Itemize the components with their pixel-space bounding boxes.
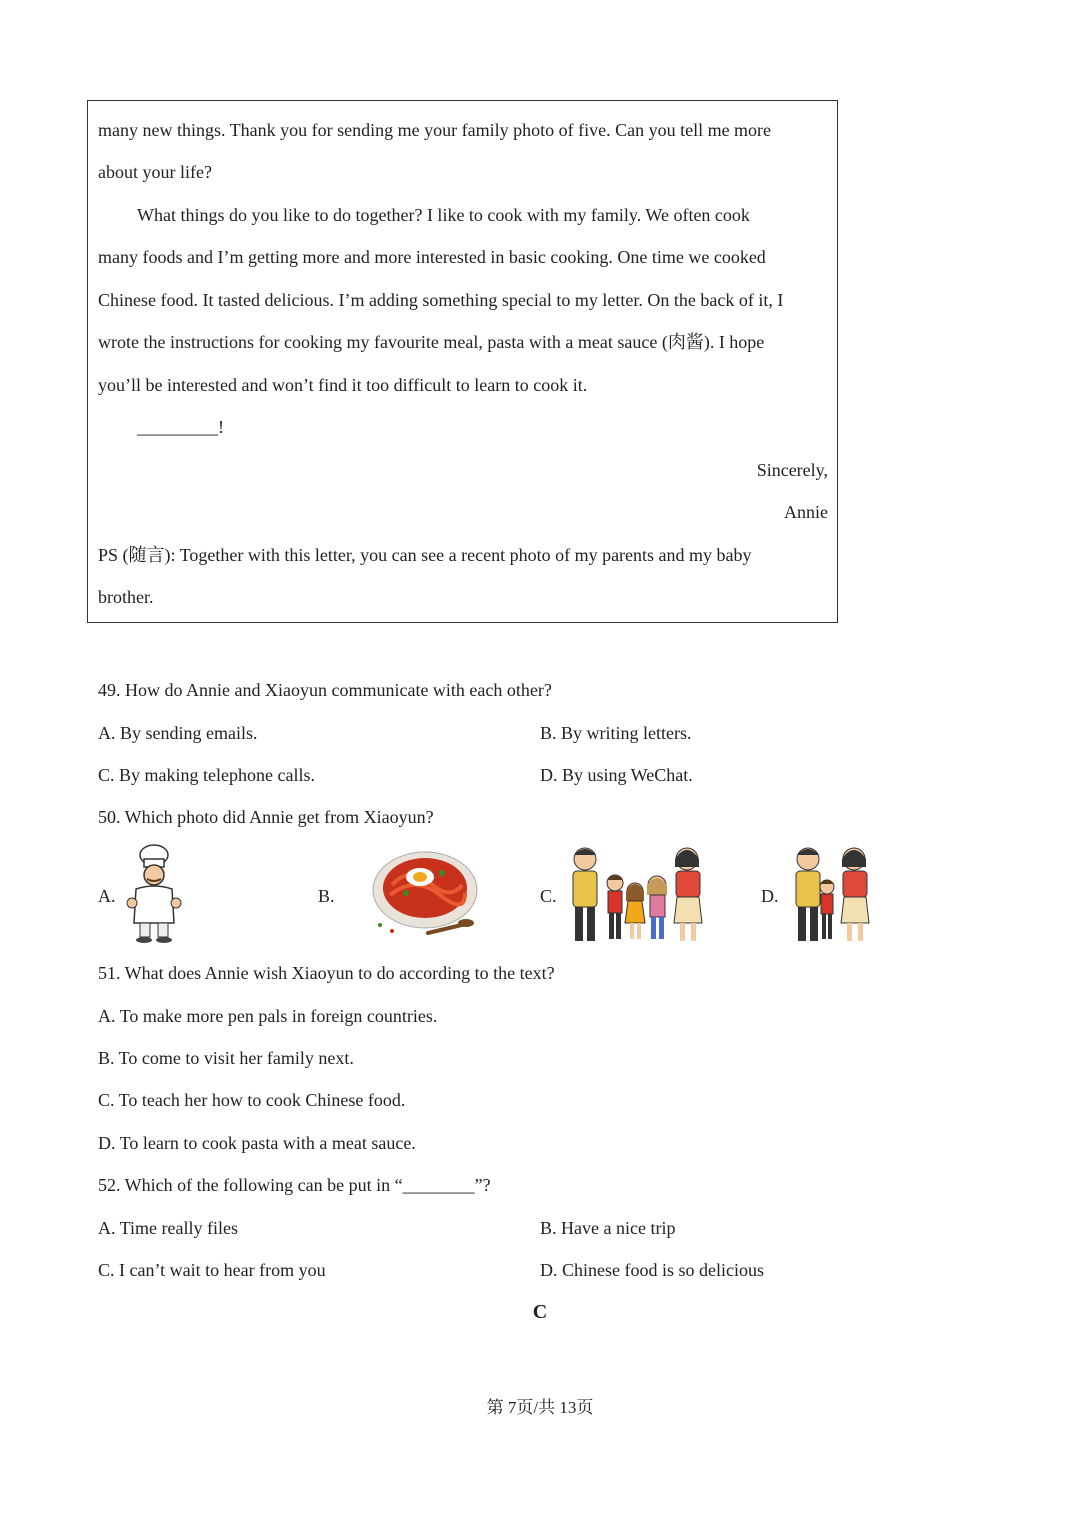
letter-closing: Sincerely,: [756, 460, 828, 480]
option-c[interactable]: C. To teach her how to cook Chinese food.: [98, 1090, 406, 1110]
letter-blank: _________!: [137, 417, 224, 437]
mother-figure: [674, 848, 702, 941]
question-49: 49. How do Annie and Xiaoyun communicate with each other?: [98, 680, 552, 700]
letter-line: you’ll be interested and won’t find it too difficult to learn to cook it.: [98, 375, 588, 395]
option-d[interactable]: D. By using WeChat.: [540, 765, 693, 785]
option-c[interactable]: C.: [540, 886, 557, 906]
letter-line: Chinese food. It tasted delicious. I’m adding something special to my letter. On the back of it, I: [98, 290, 784, 310]
pasta-image[interactable]: [370, 845, 480, 941]
sister-figure: [647, 876, 667, 939]
letter-line: many new things. Thank you for sending me your family photo of five. Can you tell me more: [98, 120, 772, 140]
letter-ps: brother.: [98, 587, 154, 607]
letter-line: What things do you like to do together? I like to cook with my family. We often cook: [137, 205, 750, 225]
option-b[interactable]: B.: [318, 886, 335, 906]
option-b[interactable]: B. To come to visit her family next.: [98, 1048, 354, 1068]
question-51: 51. What does Annie wish Xiaoyun to do according to the text?: [98, 963, 555, 983]
option-b[interactable]: B. By writing letters.: [540, 723, 692, 743]
option-b[interactable]: B. Have a nice trip: [540, 1218, 676, 1238]
letter-line: about your life?: [98, 162, 212, 182]
option-c[interactable]: C. I can’t wait to hear from you: [98, 1260, 326, 1280]
option-a[interactable]: A. To make more pen pals in foreign countries.: [98, 1006, 438, 1026]
page-number: 第 7页/共 13页: [486, 1398, 594, 1417]
letter-line: many foods and I’m getting more and more interested in basic cooking. One time we cooked: [98, 247, 766, 267]
question-50: 50. Which photo did Annie get from Xiaoyun?: [98, 807, 434, 827]
option-d[interactable]: D. Chinese food is so delicious: [540, 1260, 764, 1280]
family-of-five-image[interactable]: [565, 843, 710, 945]
mother-figure: [841, 848, 869, 941]
option-a[interactable]: A. Time really files: [98, 1218, 238, 1238]
option-c[interactable]: C. By making telephone calls.: [98, 765, 315, 785]
letter-signature: Annie: [784, 502, 828, 522]
boy-figure: [607, 875, 623, 939]
question-52: 52. Which of the following can be put in “________”?: [98, 1175, 491, 1195]
family-of-four-image[interactable]: [790, 843, 875, 945]
letter-ps: PS (随言): Together with this letter, you can see a recent photo of my parents and my baby: [98, 545, 752, 565]
option-a[interactable]: A.: [98, 886, 116, 906]
option-d[interactable]: D. To learn to cook pasta with a meat sauce.: [98, 1133, 416, 1153]
letter-line: wrote the instructions for cooking my favourite meal, pasta with a meat sauce (肉酱). I hope: [98, 332, 765, 352]
chef-image[interactable]: [124, 843, 184, 945]
option-d[interactable]: D.: [761, 886, 779, 906]
boy-figure: [820, 880, 834, 939]
father-figure: [573, 848, 597, 941]
option-a[interactable]: A. By sending emails.: [98, 723, 258, 743]
section-heading: C: [532, 1301, 548, 1323]
girl-figure: [625, 883, 645, 939]
father-figure: [796, 848, 820, 941]
